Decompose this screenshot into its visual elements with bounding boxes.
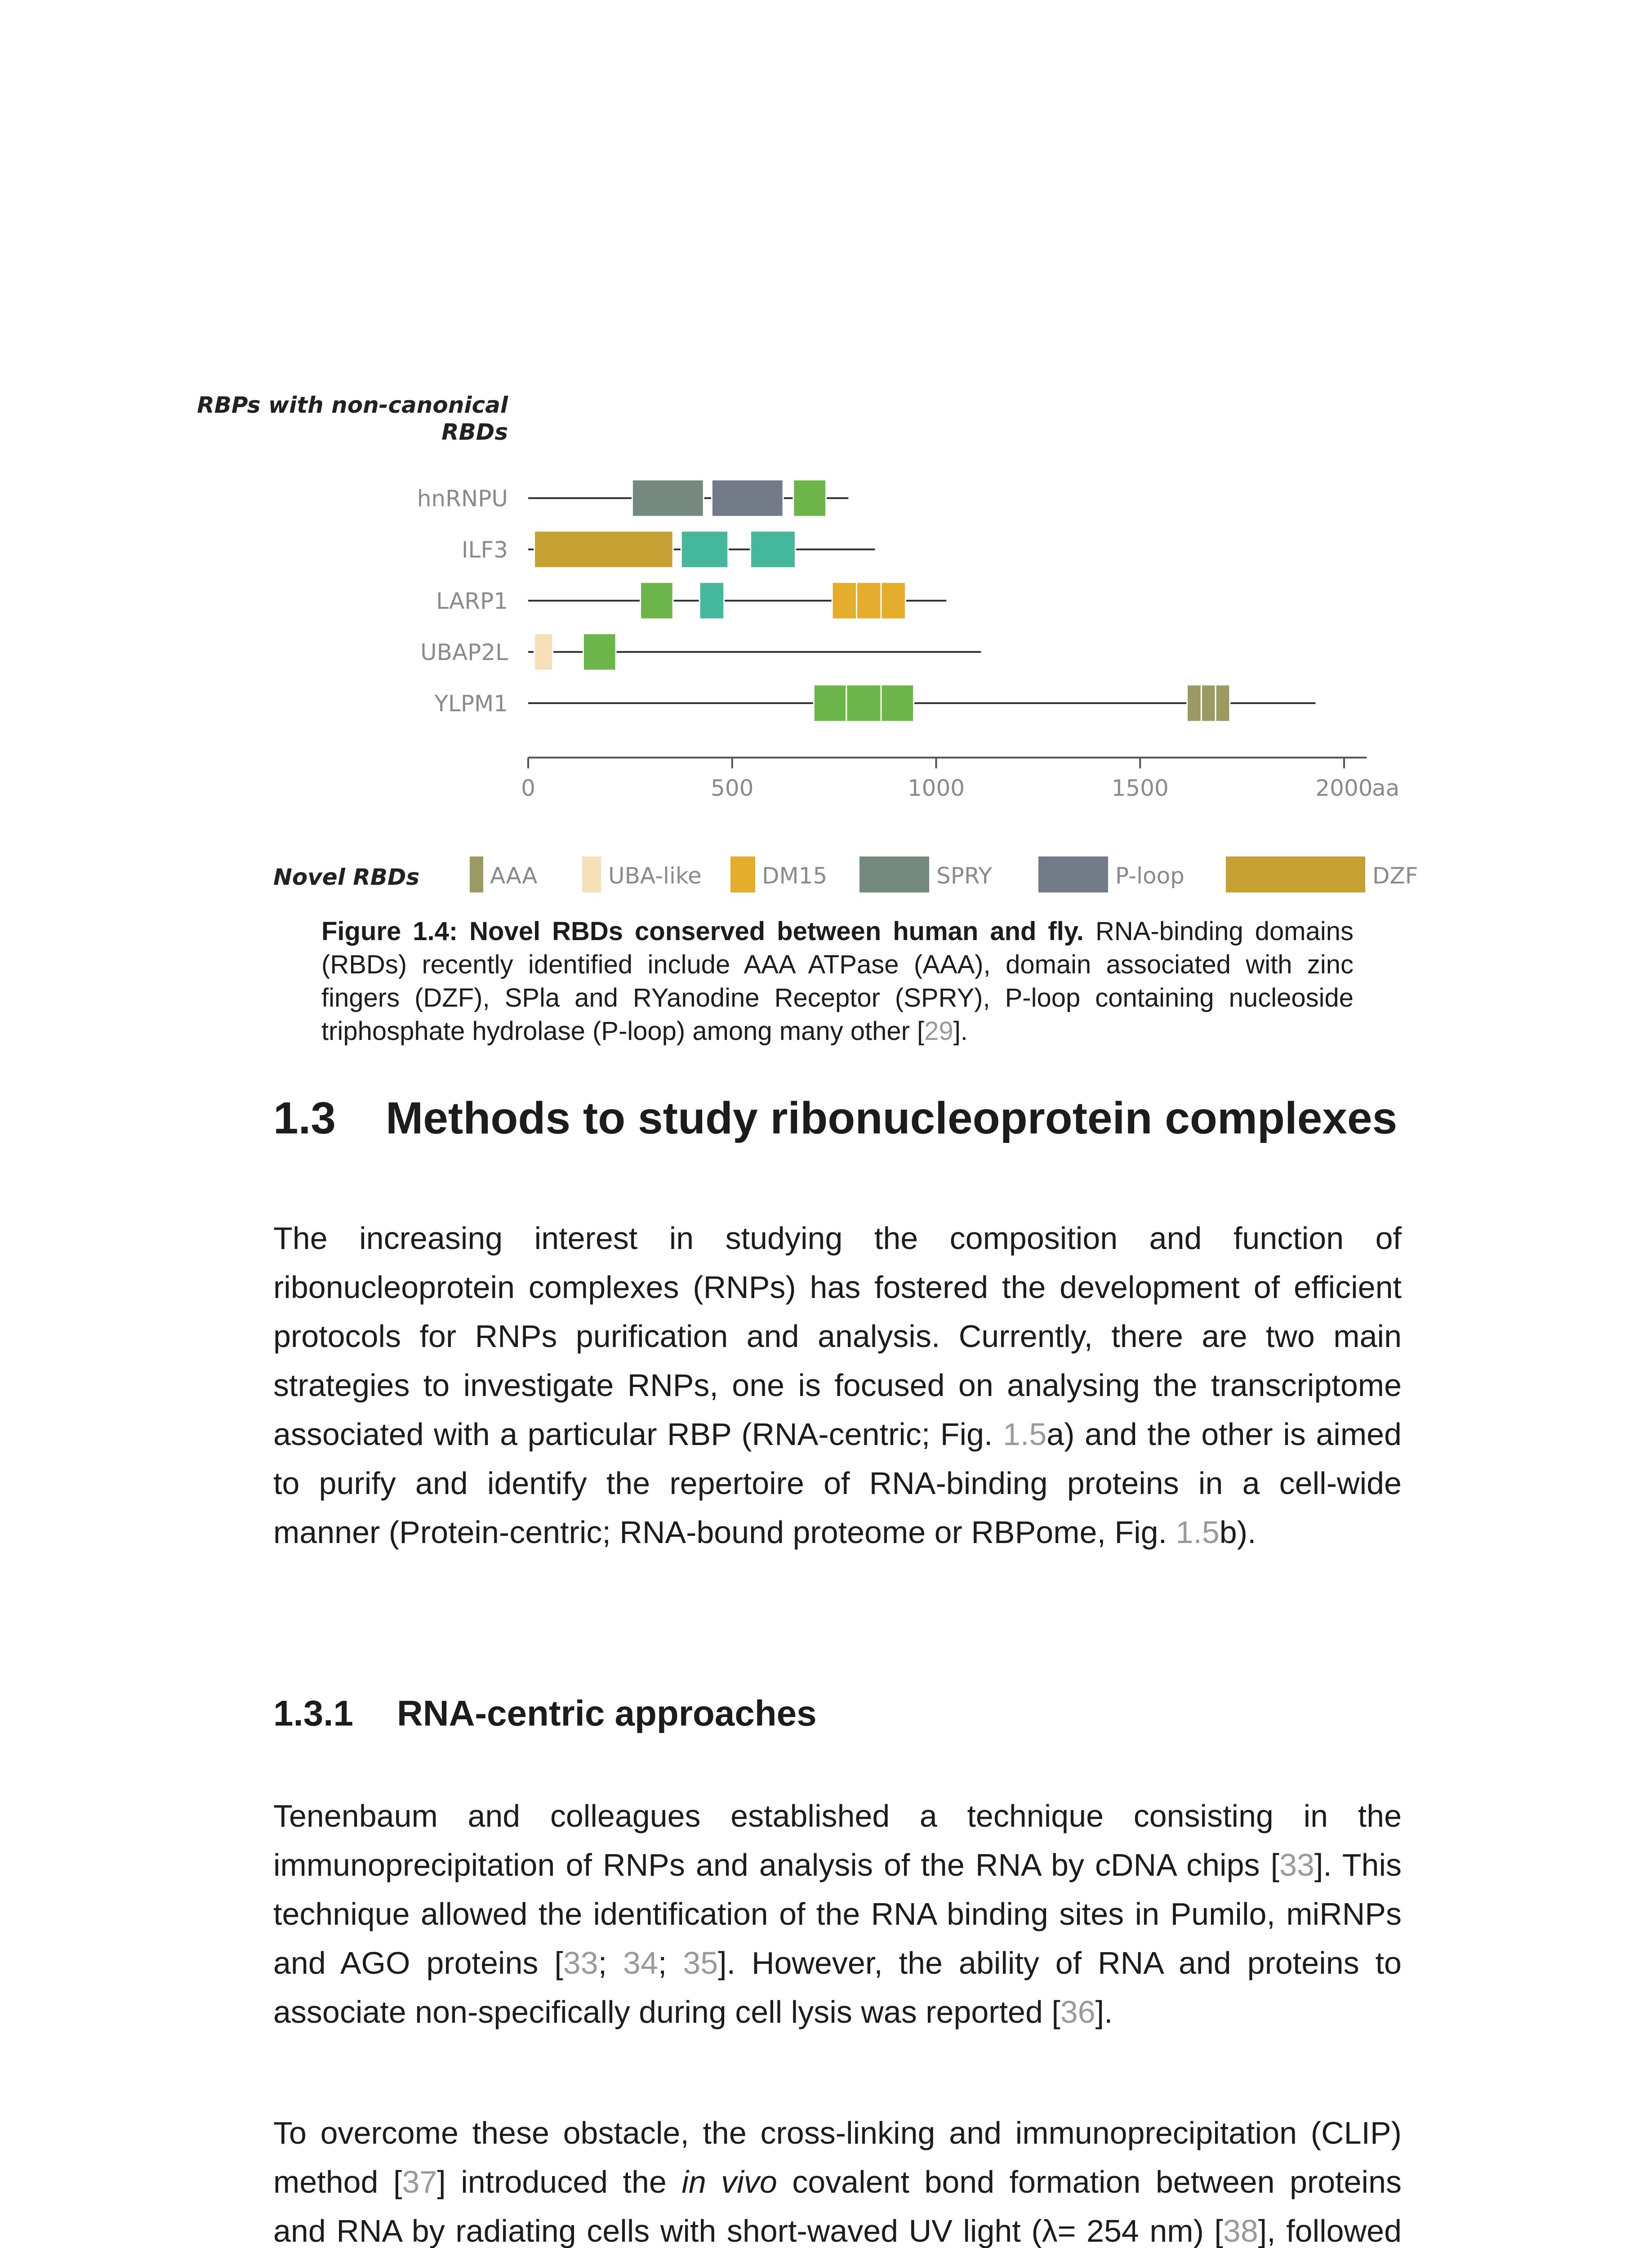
text-line: strategies to investigate RNPs, one is focused on analysing the transcriptome bbox=[273, 1368, 1402, 1403]
domain-box bbox=[1216, 685, 1230, 722]
domain-box bbox=[534, 633, 553, 670]
domain-box bbox=[857, 582, 881, 619]
domain-box bbox=[846, 685, 881, 722]
legend-swatch bbox=[859, 856, 929, 892]
x-tick-label: 2000 bbox=[1315, 775, 1373, 801]
legend-swatch bbox=[730, 856, 755, 892]
protein-label: hnRNPU bbox=[417, 486, 508, 512]
domain-box bbox=[881, 685, 914, 722]
caption-bold-title: Novel RBDs conserved between human and fly. bbox=[469, 917, 1084, 946]
figure-caption bbox=[321, 915, 1354, 1048]
legend-swatch bbox=[582, 856, 601, 892]
caption-text: RNA-binding domains (RBDs) recently identified include AAA ATPase (AAA), domain associated with zinc fingers (DZF), SPla and RYanodine Receptor (SPRY), P-loop containing nucleoside triphosphate hydrolase (P-loop) among many other [ bbox=[321, 917, 1354, 1046]
citation[interactable]: 36 bbox=[1060, 1994, 1095, 2029]
legend-label: UBA-like bbox=[608, 863, 702, 889]
domain-box bbox=[881, 582, 905, 619]
citation[interactable]: 33 bbox=[563, 1945, 598, 1980]
legend-swatch bbox=[1038, 856, 1108, 892]
subsection-title: RNA-centric approaches bbox=[397, 1693, 817, 1733]
figure-reference[interactable]: 1.5 bbox=[1002, 1417, 1047, 1452]
text-line: method [37] introduced the in vivo covalent bond formation between proteins bbox=[273, 2164, 1402, 2199]
domain-architecture-figure bbox=[0, 0, 1652, 913]
legend-swatch bbox=[1226, 856, 1365, 892]
text-line: technique allowed the identification of the RNA binding sites in Pumilo, miRNPs bbox=[273, 1896, 1402, 1931]
citation[interactable]: 37 bbox=[402, 2164, 437, 2199]
caption-label: Figure 1.4: bbox=[321, 917, 458, 946]
legend-swatch bbox=[470, 856, 483, 892]
legend-label: DM15 bbox=[762, 863, 828, 889]
protein-label: YLPM1 bbox=[434, 691, 508, 717]
domain-box bbox=[814, 685, 846, 722]
lambda-symbol: λ bbox=[1042, 2213, 1058, 2248]
protein-label: ILF3 bbox=[461, 537, 508, 563]
domain-box bbox=[832, 582, 856, 619]
legend bbox=[470, 856, 1418, 892]
section-title: Methods to study ribonucleoprotein complexes bbox=[386, 1093, 1398, 1143]
caption-text-end: ]. bbox=[953, 1017, 968, 1046]
caption-citation[interactable]: 29 bbox=[924, 1017, 953, 1046]
citation[interactable]: 38 bbox=[1223, 2213, 1258, 2248]
legend-label: DZF bbox=[1372, 863, 1418, 889]
domain-box bbox=[699, 582, 724, 619]
text-line: ribonucleoprotein complexes (RNPs) has fostered the development of efficient bbox=[273, 1270, 1402, 1305]
x-tick-label: 500 bbox=[711, 775, 754, 801]
text-line: protocols for RNPs purification and analysis. Currently, there are two main bbox=[273, 1319, 1402, 1354]
citation[interactable]: 34 bbox=[623, 1945, 658, 1980]
domain-box bbox=[751, 531, 796, 568]
chart-title-line-1: RBPs with non-canonical bbox=[197, 392, 508, 418]
text-line: Tenenbaum and colleagues established a technique consisting in the bbox=[273, 1798, 1402, 1833]
domain-box bbox=[681, 531, 728, 568]
text-line: to purify and identify the repertoire of RNA-binding proteins in a cell-wide bbox=[273, 1466, 1402, 1501]
chart-title-line-2: RBDs bbox=[441, 419, 508, 445]
x-tick-label: 1500 bbox=[1111, 775, 1169, 801]
paragraph-clip bbox=[273, 2109, 1402, 2248]
legend-title: Novel RBDs bbox=[273, 864, 420, 890]
text-line: To overcome these obstacle, the cross-linking and immunoprecipitation (CLIP) bbox=[273, 2115, 1402, 2150]
x-axis bbox=[521, 758, 1399, 801]
text-line: manner (Protein-centric; RNA-bound proteome or RBPome, Fig. 1.5b). bbox=[273, 1515, 1256, 1550]
figure-reference[interactable]: 1.5 bbox=[1176, 1515, 1220, 1550]
legend-label: SPRY bbox=[936, 863, 992, 889]
domain-box bbox=[632, 480, 704, 517]
protein-tracks bbox=[417, 480, 1316, 722]
text-line: immunoprecipitation of RNPs and analysis of the RNA by cDNA chips [33]. This bbox=[273, 1847, 1402, 1882]
x-tick-label: 0 bbox=[521, 775, 535, 801]
citation[interactable]: 33 bbox=[1279, 1847, 1314, 1882]
paragraph-rnp-methods bbox=[273, 1214, 1402, 1557]
citation[interactable]: 35 bbox=[683, 1945, 718, 1980]
text-line: associated with a particular RBP (RNA-centric; Fig. 1.5a) and the other is aimed bbox=[273, 1417, 1402, 1452]
text-line: and AGO proteins [33; 34; 35]. However, the ability of RNA and proteins to bbox=[273, 1945, 1402, 1980]
x-axis-unit: aa bbox=[1372, 775, 1400, 801]
x-tick-label: 1000 bbox=[907, 775, 965, 801]
text-line: and RNA by radiating cells with short-waved UV light (λ= 254 nm) [38], followed bbox=[273, 2213, 1402, 2248]
domain-box bbox=[1201, 685, 1216, 722]
legend-label: P-loop bbox=[1115, 863, 1184, 889]
paragraph-tenenbaum bbox=[273, 1792, 1402, 2037]
section-number: 1.3 bbox=[273, 1093, 336, 1143]
text-line: associate non-specifically during cell lysis was reported [36]. bbox=[273, 1994, 1113, 2029]
domain-box bbox=[712, 480, 783, 517]
domain-box bbox=[583, 633, 616, 670]
text-line: The increasing interest in studying the composition and function of bbox=[273, 1221, 1402, 1256]
protein-label: LARP1 bbox=[436, 588, 508, 614]
section-heading bbox=[273, 1093, 1397, 1144]
domain-box bbox=[793, 480, 826, 517]
domain-box bbox=[641, 582, 673, 619]
domain-box bbox=[534, 531, 673, 568]
domain-box bbox=[1187, 685, 1202, 722]
legend-label: AAA bbox=[490, 863, 538, 889]
protein-label: UBAP2L bbox=[420, 639, 508, 665]
subsection-heading bbox=[273, 1693, 817, 1734]
subsection-number: 1.3.1 bbox=[273, 1693, 353, 1733]
